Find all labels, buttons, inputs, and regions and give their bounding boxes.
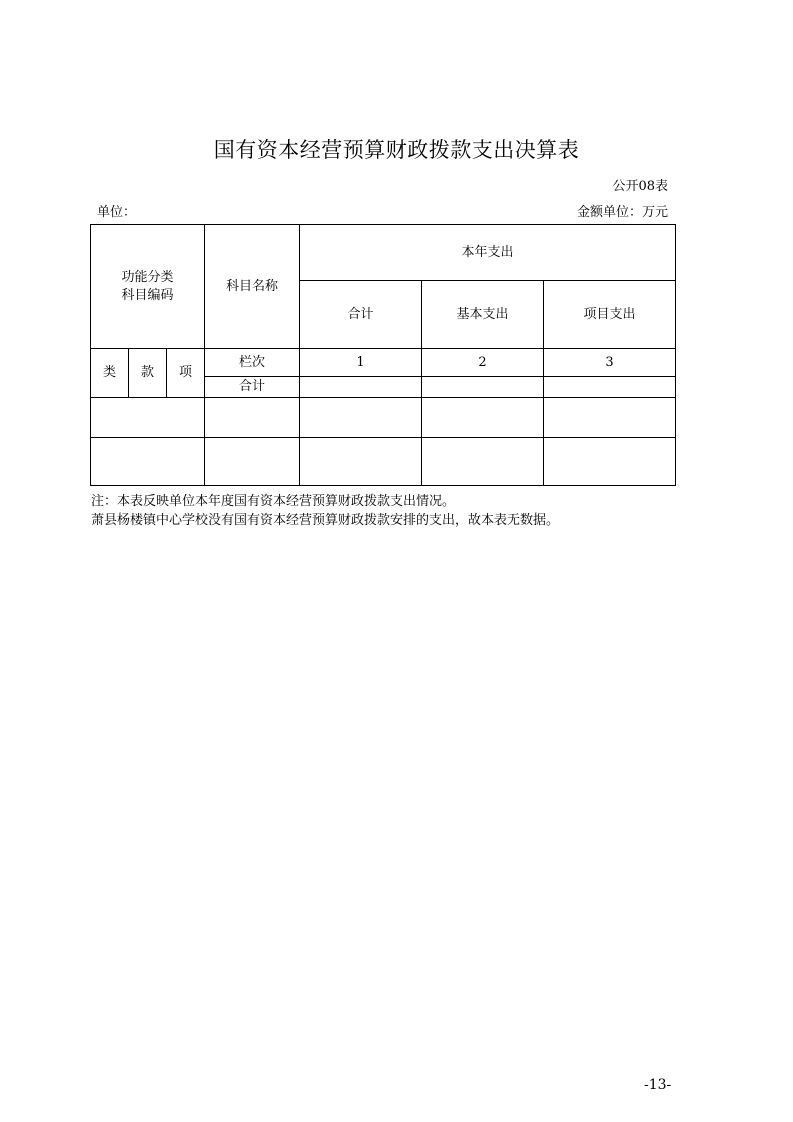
col-xiang: 项 <box>167 349 205 398</box>
note-line-2: 萧县杨楼镇中心学校没有国有资本经营预算财政拨款安排的支出，故本表无数据。 <box>91 513 560 528</box>
empty-cell <box>205 438 300 486</box>
empty-cell <box>422 438 544 486</box>
header-function-code <box>91 225 205 349</box>
empty-cell <box>91 398 205 438</box>
lanci-3: 3 <box>544 349 676 377</box>
lanci-1: 1 <box>300 349 422 377</box>
empty-cell <box>205 398 300 438</box>
page-number: -13- <box>644 1077 672 1093</box>
empty-cell <box>300 398 422 438</box>
amount-unit-label: 金额单位：万元 <box>576 205 668 220</box>
empty-cell <box>544 438 676 486</box>
empty-cell <box>422 398 544 438</box>
total-project-cell <box>544 377 676 398</box>
total-cell <box>300 377 422 398</box>
note-line-1: 注：本表反映单位本年度国有资本经营预算财政拨款支出情况。 <box>91 494 456 509</box>
form-number: 公开08表 <box>612 179 668 194</box>
table-row <box>91 438 676 486</box>
header-basic-expense: 基本支出 <box>422 281 544 349</box>
row-total-label: 合计 <box>205 377 300 398</box>
empty-cell <box>300 438 422 486</box>
header-year-expense: 本年支出 <box>300 225 676 281</box>
header-total: 合计 <box>300 281 422 349</box>
empty-cell <box>91 438 205 486</box>
total-basic-cell <box>422 377 544 398</box>
unit-label: 单位： <box>97 205 137 220</box>
table-row <box>91 398 676 438</box>
header-function-line2: 科目编码 <box>121 287 174 303</box>
col-lei: 类 <box>91 349 129 398</box>
col-kuan: 款 <box>129 349 167 398</box>
empty-cell <box>544 398 676 438</box>
row-lanci-label: 栏次 <box>205 349 300 377</box>
header-project-expense: 项目支出 <box>544 281 676 349</box>
page-title: 国有资本经营预算财政拨款支出决算表 <box>213 138 580 162</box>
header-function-line1: 功能分类 <box>121 269 174 285</box>
lanci-2: 2 <box>422 349 544 377</box>
header-subject-name: 科目名称 <box>205 225 300 349</box>
expense-table <box>90 224 676 486</box>
